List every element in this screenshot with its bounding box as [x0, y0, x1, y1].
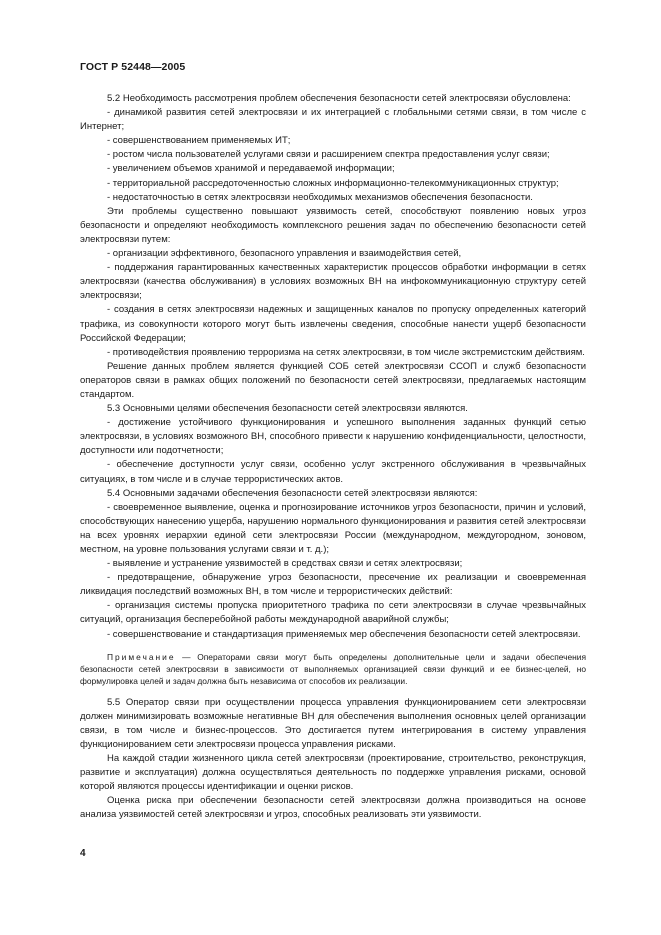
list-item: - динамикой развития сетей электросвязи и их интеграцией с глобальными сетями связи, в том числе с Интернет;: [80, 107, 586, 133]
list-item: - организации эффективного, безопасного управления и взаимодействия сетей,: [107, 248, 462, 260]
list-item: - предотвращение, обнаружение угроз безопасности, пресечение их реализации и своевременная ликвидация последствий возможных ВН, в том числе и террористических действий:: [80, 572, 586, 598]
paragraph: Оценка риска при обеспечении безопасности сетей электросвязи должна производиться на основе анализа уязвимостей сетей электросвязи и угроз, способных реализовать эти уязвимости.: [80, 795, 586, 821]
note-label: Примечание: [107, 651, 176, 662]
paragraph-5-2: 5.2 Необходимость рассмотрения проблем обеспечения безопасности сетей электросвязи обусловлена:: [107, 93, 571, 104]
note: [80, 651, 586, 687]
list-item: - выявление и устранение уязвимостей в средствах связи и сетях электросвязи;: [107, 558, 463, 570]
list-item: - создания в сетях электросвязи надежных и защищенных каналов по пропуску определенных категорий трафика, из совокупности которого могут быть извлечены сведения, способные нанести ущерб безопасности Российской Федерации;: [80, 304, 586, 344]
paragraph: На каждой стадии жизненного цикла сетей электросвязи (проектирование, строительство, реконструкция, развитие и эксплуатация) должна осуществляться деятельность по поддержке управления рисками, основой которой являются процессы идентификации и оценки рисков.: [80, 753, 586, 793]
list-item: - поддержания гарантированных качественных характеристик процессов обработки информации в сетях электросвязи (качества обслуживания) в условиях возможных ВН на инфокоммуникационную структуру сетей электросвязи;: [80, 262, 586, 302]
list-item: - недостаточностью в сетях электросвязи необходимых механизмов обеспечения безопасности.: [107, 191, 533, 203]
list-item: - обеспечение доступности услуг связи, особенно услуг экстренного обслуживания в чрезвычайных ситуациях, в том числе и в случае террористических актов.: [80, 459, 586, 485]
paragraph-5-5: 5.5 Оператор связи при осуществлении процесса управления функционированием сети электросвязи должен минимизировать возможные негативные ВН для обеспечения выполнения основных целей организации связи, в том числе и бизнес-процессов. Это достигается путем интегрирования в систему управления функционированием сети электросвязи процесса управления рисками.: [80, 696, 586, 750]
standard-header: ГОСТ Р 52448—2005: [80, 61, 186, 73]
paragraph: Решение данных проблем является функцией СОБ сетей электросвязи ССОП и служб безопасности операторов связи в рамках общих положений по безопасности сетей электросвязи, предлагаемых настоящим стандартом.: [80, 360, 586, 400]
list-item: - увеличением объемов хранимой и передаваемой информации;: [107, 163, 395, 175]
document-body: [80, 92, 586, 823]
list-item: - достижение устойчивого функционирования и успешного выполнения заданных функций сетью электросвязи, в условиях возможного ВН, способного привести к нарушению конфиденциальности, целостности, доступности или подотчетности;: [80, 417, 586, 457]
list-item: - ростом числа пользователей услугами связи и расширением спектра предоставления услуг связи;: [107, 149, 550, 161]
list-item: - противодействия проявлению терроризма на сетях электросвязи, в том числе экстремистским действиям.: [107, 346, 585, 358]
note-text: — Операторами связи могут быть определены дополнительные цели и задачи обеспечения безопасности сетей электросвязи в зависимости от выполняемых организацией связи функций и ее бизнес-целей, но формулировка целей и задач должна быть независима от способов их реализации.: [80, 651, 586, 686]
paragraph: Эти проблемы существенно повышают уязвимость сетей, способствуют появлению новых угроз безопасности и определяют необходимость комплексного решения задач по обеспечению безопасности сетей электросвязи путем:: [80, 205, 586, 245]
paragraph-5-4: 5.4 Основными задачами обеспечения безопасности сетей электросвязи являются:: [107, 487, 478, 499]
list-item: - совершенствование и стандартизация применяемых мер обеспечения безопасности сетей электросвязи.: [107, 628, 581, 640]
list-item: - совершенствованием применяемых ИТ;: [107, 135, 291, 147]
list-item: - своевременное выявление, оценка и прогнозирование источников угроз безопасности, причин и условий, способствующих нанесению ущерба, нарушению нормального функционирования и развития сетей электросвязи на всех уровнях иерархии единой сети электросвязи России (международном, междугородном, зоновом, местном, на уровне пользования услугами связи и т. д.);: [80, 501, 586, 555]
list-item: - организация системы пропуска приоритетного трафика по сети электросвязи в случае чрезвычайных ситуаций, организация бесперебойной работы международной аварийной службы;: [80, 600, 586, 626]
list-item: - территориальной рассредоточенностью сложных информационно-телекоммуникационных структур;: [107, 177, 559, 189]
page-number: 4: [80, 848, 86, 859]
paragraph-5-3: 5.3 Основными целями обеспечения безопасности сетей электросвязи являются.: [107, 403, 468, 415]
